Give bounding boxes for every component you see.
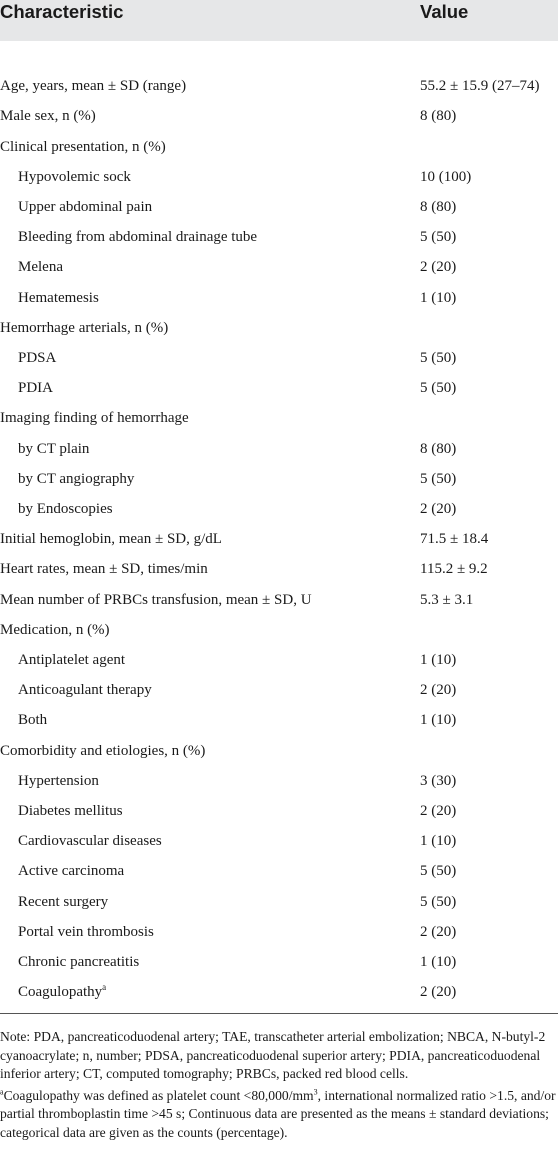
table-row xyxy=(0,736,558,766)
row-value: 5 (50) xyxy=(420,470,457,487)
table-row xyxy=(0,917,558,947)
row-value: 1 (10) xyxy=(420,954,457,971)
header-value: Value xyxy=(420,1,469,22)
row-value xyxy=(416,736,558,766)
row-label xyxy=(0,343,416,373)
row-value: 3 (30) xyxy=(420,772,457,789)
table-notes xyxy=(0,1014,558,1142)
row-value: 1 (10) xyxy=(420,712,457,729)
row-label-text: by CT plain xyxy=(18,440,90,457)
table-row xyxy=(0,222,558,252)
row-label xyxy=(0,464,416,494)
row-label xyxy=(0,917,416,947)
row-label-text: by Endoscopies xyxy=(18,501,113,518)
note-coagulopathy-part1: Coagulopathy was defined as platelet count <80,000/mm xyxy=(3,1087,314,1103)
row-label xyxy=(0,766,416,796)
note-coagulopathy-part2: , international normalized ratio >1.5, and/or partial thromboplastin time >45 s; Continuous data are presented as the means ± standard deviations; categorical data are given as the counts (percentage). xyxy=(0,1087,556,1140)
row-label xyxy=(0,645,416,675)
row-label xyxy=(0,313,416,343)
spacer-row xyxy=(0,41,558,71)
note-coagulopathy xyxy=(0,1087,556,1143)
row-value xyxy=(416,132,558,162)
row-label-text: PDSA xyxy=(18,350,57,367)
row-label-text: Heart rates, mean ± SD, times/min xyxy=(0,561,208,578)
table-row xyxy=(0,615,558,645)
row-label xyxy=(0,373,416,403)
row-label xyxy=(0,222,416,252)
row-value xyxy=(416,313,558,343)
row-label-text: Hypovolemic sock xyxy=(18,168,131,185)
table-row xyxy=(0,826,558,856)
row-label-text: Antiplatelet agent xyxy=(18,652,126,669)
row-label xyxy=(0,977,416,1007)
table-row xyxy=(0,162,558,192)
table-row xyxy=(0,705,558,735)
table-row xyxy=(0,585,558,615)
row-label-text: Age, years, mean ± SD (range) xyxy=(0,78,187,95)
row-label xyxy=(0,856,416,886)
row-label xyxy=(0,192,416,222)
row-label xyxy=(0,101,416,131)
row-label xyxy=(0,283,416,313)
table-row xyxy=(0,464,558,494)
table-row xyxy=(0,313,558,343)
row-label xyxy=(0,71,416,101)
table-row xyxy=(0,101,558,131)
row-value: 1 (10) xyxy=(420,289,457,306)
footnote-mark: a xyxy=(102,982,107,993)
row-label xyxy=(0,615,416,645)
row-label xyxy=(0,887,416,917)
row-label-text: Mean number of PRBCs transfusion, mean ± SD, U xyxy=(0,591,312,608)
row-value xyxy=(416,403,558,433)
row-value: 5.3 ± 3.1 xyxy=(420,591,474,608)
row-label-text: Hematemesis xyxy=(18,289,99,306)
row-label xyxy=(0,524,416,554)
row-label-text: Male sex, n (%) xyxy=(0,108,96,125)
table-row xyxy=(0,494,558,524)
table-row xyxy=(0,434,558,464)
row-value: 71.5 ± 18.4 xyxy=(420,531,489,548)
row-label-text: Chronic pancreatitis xyxy=(18,954,140,971)
row-label-text: Imaging finding of hemorrhage xyxy=(0,410,189,427)
table-row xyxy=(0,192,558,222)
row-label xyxy=(0,826,416,856)
table-row xyxy=(0,856,558,886)
row-value: 5 (50) xyxy=(420,893,457,910)
row-label-text: Initial hemoglobin, mean ± SD, g/dL xyxy=(0,531,222,548)
row-label-text: Portal vein thrombosis xyxy=(18,923,154,940)
header-characteristic: Characteristic xyxy=(0,1,124,22)
row-value: 10 (100) xyxy=(420,168,472,185)
row-label-text: by CT angiography xyxy=(18,470,135,487)
row-label xyxy=(0,494,416,524)
row-value: 1 (10) xyxy=(420,833,457,850)
row-label-text: Coagulopathy xyxy=(18,984,103,1001)
row-label-text: Clinical presentation, n (%) xyxy=(0,138,166,155)
table-row xyxy=(0,766,558,796)
row-label-text: Recent surgery xyxy=(18,893,109,910)
table-row xyxy=(0,132,558,162)
row-label xyxy=(0,947,416,977)
table-row xyxy=(0,403,558,433)
table-row xyxy=(0,554,558,584)
row-label-text: Both xyxy=(18,712,48,729)
row-label-text: PDIA xyxy=(18,380,54,397)
table-row xyxy=(0,252,558,282)
table-row xyxy=(0,675,558,705)
row-value: 2 (20) xyxy=(420,259,457,276)
row-value: 8 (80) xyxy=(420,440,457,457)
table-header xyxy=(0,0,558,41)
table-row xyxy=(0,71,558,101)
row-label-text: Upper abdominal pain xyxy=(18,199,153,215)
row-value: 8 (80) xyxy=(420,199,457,215)
row-value: 5 (50) xyxy=(420,863,457,880)
superscript-3: 3 xyxy=(313,1087,318,1097)
table-row xyxy=(0,977,558,1007)
row-label xyxy=(0,132,416,162)
table-row xyxy=(0,796,558,826)
row-label-text: Hypertension xyxy=(18,772,99,789)
table-row xyxy=(0,343,558,373)
row-label-text: Active carcinoma xyxy=(18,863,125,880)
row-label-text: Comorbidity and etiologies, n (%) xyxy=(0,742,206,759)
row-value: 5 (50) xyxy=(420,350,457,367)
row-label-text: Hemorrhage arterials, n (%) xyxy=(0,319,169,336)
row-label xyxy=(0,675,416,705)
row-label xyxy=(0,162,416,192)
row-label xyxy=(0,252,416,282)
row-label-text: Cardiovascular diseases xyxy=(18,833,162,850)
row-label xyxy=(0,403,416,433)
row-label-text: Diabetes mellitus xyxy=(18,803,123,820)
row-value xyxy=(416,615,558,645)
row-value: 115.2 ± 9.2 xyxy=(420,561,488,578)
table-row xyxy=(0,947,558,977)
header-row xyxy=(0,0,558,41)
row-value: 5 (50) xyxy=(420,380,457,397)
table-body xyxy=(0,41,558,1007)
table-row xyxy=(0,887,558,917)
row-value: 5 (50) xyxy=(420,229,457,246)
footnote-mark: a xyxy=(0,1087,4,1097)
row-label-text: Medication, n (%) xyxy=(0,621,110,638)
row-value: 2 (20) xyxy=(420,682,457,699)
row-value: 2 (20) xyxy=(420,984,457,1001)
row-label xyxy=(0,736,416,766)
row-value: 2 (20) xyxy=(420,803,457,820)
table-row xyxy=(0,645,558,675)
row-label xyxy=(0,434,416,464)
row-value: 1 (10) xyxy=(420,652,457,669)
row-label xyxy=(0,705,416,735)
row-label-text: Melena xyxy=(18,259,63,276)
note-abbreviations: Note: PDA, pancreaticoduodenal artery; TAE, transcatheter arterial embolization; NBCA, N-butyl-2 cyanoacrylate; n, number; PDSA, pancreaticoduodenal superior artery; PDIA, pancreaticoduodenal inferior artery; CT, computed tomography; PRBCs, packed red blood cells. xyxy=(0,1029,546,1082)
row-label xyxy=(0,796,416,826)
row-label-text: Bleeding from abdominal drainage tube xyxy=(18,229,258,246)
row-value: 2 (20) xyxy=(420,501,457,518)
row-label-text: Anticoagulant therapy xyxy=(18,682,152,699)
row-label xyxy=(0,554,416,584)
row-label xyxy=(0,585,416,615)
table-row xyxy=(0,373,558,403)
row-value: 55.2 ± 15.9 (27–74) xyxy=(420,78,540,95)
table-row xyxy=(0,283,558,313)
row-value: 8 (80) xyxy=(420,108,457,125)
row-value: 2 (20) xyxy=(420,923,457,940)
table-row xyxy=(0,524,558,554)
